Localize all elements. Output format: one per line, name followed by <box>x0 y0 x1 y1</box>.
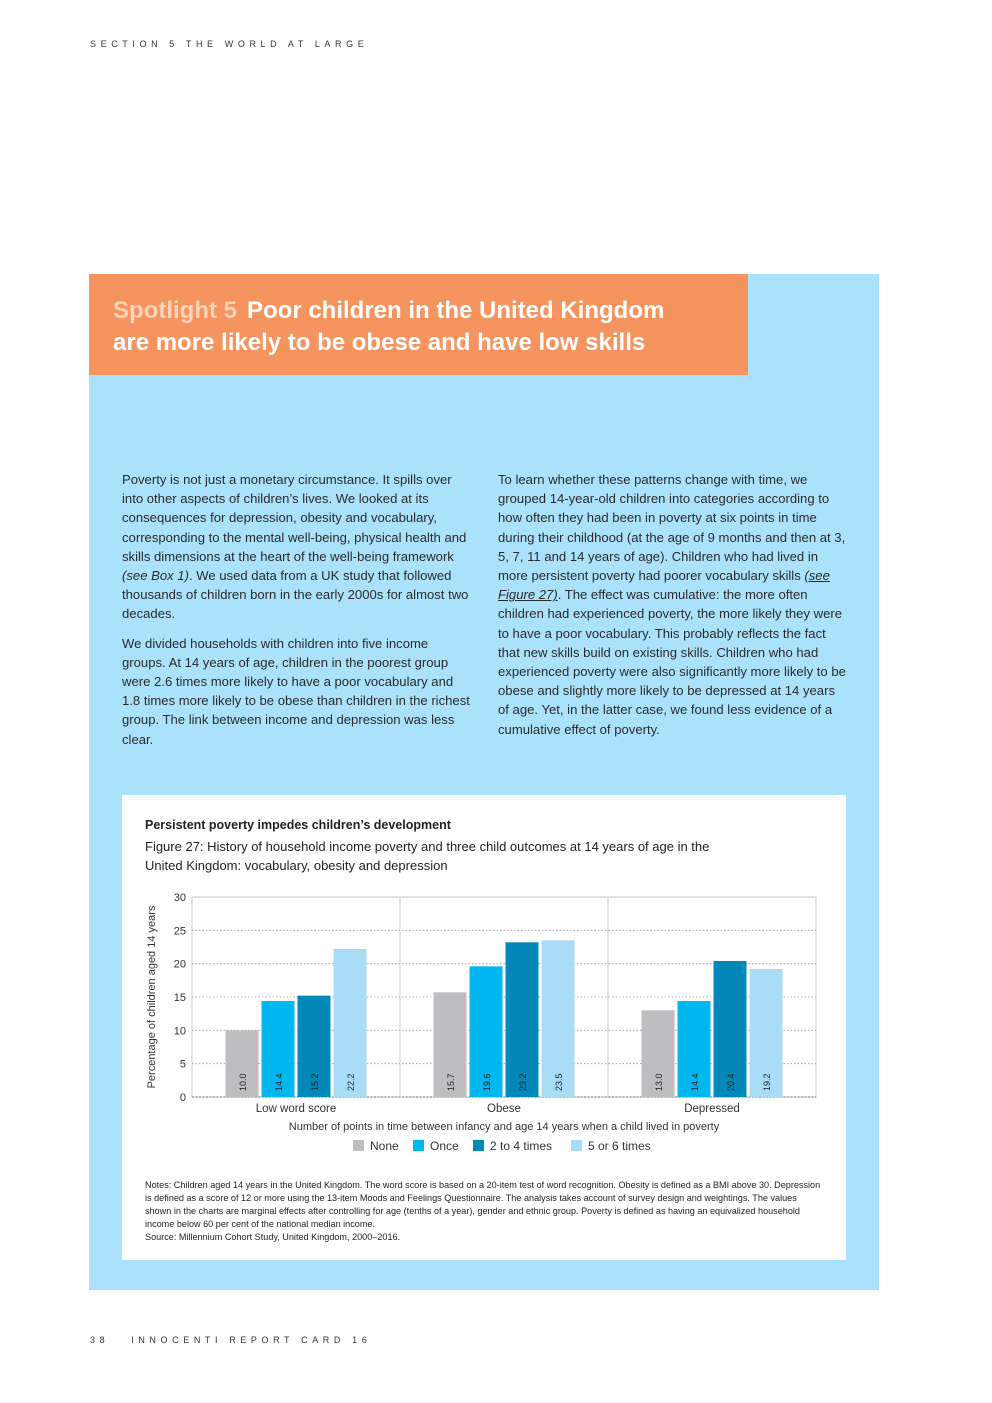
body-column-right <box>498 470 848 749</box>
bar-value-label: 14.4 <box>690 1073 700 1091</box>
figure-caption: Figure 27: History of household income poverty and three child outcomes at 14 years of age in the United Kingdom: vocabulary, obesity and depression <box>145 839 710 873</box>
figure-notes <box>145 1179 825 1244</box>
x-axis-title: Number of points in time between infancy and age 14 years when a child lived in poverty <box>288 1121 720 1133</box>
body-column-left <box>122 470 472 759</box>
paragraph-1: Poverty is not just a monetary circumstance. It spills over into other aspects of children’s lives. We looked at its consequences for depression, obesity and vocabulary, corresponding to the mental well-being, physical health and skills dimensions at the heart of the well-being framework (see Box 1). We used data from a UK study that followed thousands of children born in the early 2000s for almost two decades. <box>122 472 469 622</box>
legend-swatch <box>473 1140 484 1151</box>
running-head: SECTION 5 THE WORLD AT LARGE <box>90 39 369 49</box>
spotlight-title <box>113 295 724 359</box>
y-axis-title: Percentage of children aged 14 years <box>146 905 158 1089</box>
source-text: Source: Millennium Cohort Study, United Kingdom, 2000–2016. <box>145 1231 401 1242</box>
bar-value-label: 14.4 <box>274 1073 284 1091</box>
page-number: 38 <box>90 1335 110 1345</box>
figure-reference[interactable]: (see Figure 27) <box>498 568 830 603</box>
bar-value-label: 10.0 <box>238 1073 248 1091</box>
y-tick-label: 5 <box>179 1058 186 1071</box>
spotlight-title-box <box>89 274 748 375</box>
y-tick-label: 25 <box>173 925 186 938</box>
legend-label: None <box>370 1139 399 1153</box>
paragraph-3: To learn whether these patterns change with time, we grouped 14-year-old children into categories according to how often they had been in poverty at six points in time during their childhood (at the age of 9 months and then at 3, 5, 7, 11 and 14 years of age). Children who had lived in more persistent poverty had poorer vocabulary skills (see Figure 27). The effect was cumulative: the more often children had experienced poverty, the more likely they were to have a poor vocabulary. This probably reflects the fact that new skills build on existing skills. Children who had experienced poverty were also significantly more likely to be obese and slightly more likely to be depressed at 14 years of age. Yet, in the latter case, we found less evidence of a cumulative effect of poverty. <box>498 472 846 737</box>
bar-value-label: 23.2 <box>518 1073 528 1091</box>
spotlight-title-line1: Poor children in the United Kingdom <box>246 297 665 324</box>
y-tick-label: 20 <box>173 958 186 971</box>
legend-label: Once <box>430 1139 459 1153</box>
y-tick-label: 10 <box>173 1025 186 1038</box>
legend-swatch <box>413 1140 424 1151</box>
spotlight-label: Spotlight 5 <box>113 297 237 324</box>
box-reference[interactable]: (see Box 1) <box>122 568 189 584</box>
spotlight-title-line2: are more likely to be obese and have low skills <box>113 329 646 356</box>
bar-value-label: 13.0 <box>654 1073 664 1091</box>
x-category-label: Low word score <box>255 1103 337 1115</box>
legend-swatch <box>571 1140 582 1151</box>
x-category-label: Depressed <box>684 1103 740 1115</box>
figure-title: Persistent poverty impedes children’s development <box>145 818 451 832</box>
bar-chart <box>122 795 846 1175</box>
bar-value-label: 15.2 <box>310 1073 320 1091</box>
bar-value-label: 15.7 <box>446 1073 456 1091</box>
y-tick-label: 0 <box>179 1092 186 1104</box>
report-title: INNOCENTI REPORT CARD 16 <box>131 1335 372 1345</box>
bar-value-label: 20.4 <box>726 1073 736 1091</box>
legend-swatch <box>353 1140 364 1151</box>
figure-27 <box>122 795 846 1260</box>
legend-label: 5 or 6 times <box>588 1139 651 1153</box>
bar-value-label: 23.5 <box>554 1073 564 1091</box>
x-category-label: Obese <box>487 1103 521 1115</box>
page-footer <box>90 1335 371 1345</box>
bar-value-label: 19.2 <box>762 1073 772 1091</box>
notes-text: Notes: Children aged 14 years in the United Kingdom. The word score is based on a 20-item test of word recognition. Obesity is defined as a BMI above 30. Depression is defined as a score of 12 or more using the 13-item Moods and Feelings Questionnaire. The analysis takes account of survey design and weightings. The values shown in the charts are marginal effects after controlling for age (tenths of a year), gender and ethnic group. Poverty is defined as having an equivalized household income below 60 per cent of the national median income. <box>145 1180 821 1229</box>
y-tick-label: 15 <box>173 992 186 1004</box>
paragraph-2: We divided households with children into five income groups. At 14 years of age, children in the poorest group were 2.6 times more likely to have a poor vocabulary and 1.8 times more likely to be obese than children in the richest group. The link between income and depression was less clear. <box>122 635 470 747</box>
y-tick-label: 30 <box>173 892 186 904</box>
legend-label: 2 to 4 times <box>490 1139 553 1153</box>
bar-value-label: 19.6 <box>482 1073 492 1091</box>
bar-value-label: 22.2 <box>346 1073 356 1091</box>
